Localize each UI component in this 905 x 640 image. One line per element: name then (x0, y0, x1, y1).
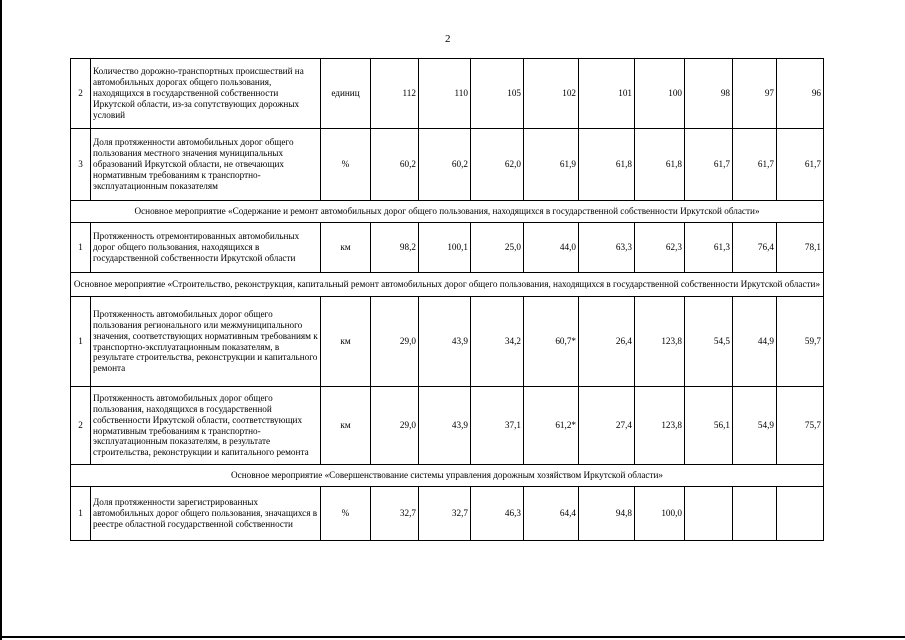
table-row (71, 387, 824, 465)
value-cell: 123,8 (635, 387, 685, 465)
value-cell: 62,0 (471, 129, 524, 201)
value-cell: 123,8 (635, 297, 685, 387)
value-cell: 32,7 (419, 487, 471, 541)
unit-cell: км (321, 223, 371, 273)
page-left-edge (0, 0, 2, 640)
indicator-name: Количество дорожно-транспортных происшествий на автомобильных дорогах общего пользования, находящихся в государственной собственности Иркутской области, из-за сопутствующих дорожных условий (91, 59, 321, 129)
value-cell: 43,9 (419, 387, 471, 465)
unit-cell: % (321, 487, 371, 541)
indicator-name: Протяженность отремонтированных автомобильных дорог общего пользования, находящихся в государственной собственности Иркутской области (91, 223, 321, 273)
indicator-name: Протяженность автомобильных дорог общего пользования регионального или межмуниципального значения, соответствующих нормативным требованиям к транспортно-эксплуатационным показателям, в результате строительства, реконструкции и капитального ремонта (91, 297, 321, 387)
unit-cell: км (321, 387, 371, 465)
value-cell: 43,9 (419, 297, 471, 387)
page-bottom-edge (0, 636, 905, 638)
value-cell: 61,7 (777, 129, 824, 201)
value-cell: 60,2 (371, 129, 419, 201)
page-number: 2 (445, 33, 451, 45)
indicator-name: Доля протяженности зарегистрированных автомобильных дорог общего пользования, значащихся в реестре областной государственной собственности (91, 487, 321, 541)
value-cell: 78,1 (777, 223, 824, 273)
table-row (71, 59, 824, 129)
value-cell: 44,9 (733, 297, 777, 387)
value-cell: 98 (685, 59, 733, 129)
value-cell: 105 (471, 59, 524, 129)
value-cell (733, 487, 777, 541)
value-cell: 59,7 (777, 297, 824, 387)
value-cell: 61,2* (524, 387, 579, 465)
value-cell: 61,9 (524, 129, 579, 201)
value-cell: 102 (524, 59, 579, 129)
value-cell: 110 (419, 59, 471, 129)
indicators-table (70, 58, 824, 541)
unit-cell: % (321, 129, 371, 201)
value-cell: 34,2 (471, 297, 524, 387)
indicator-name: Протяженность автомобильных дорог общего пользования, находящихся в государственной собственности Иркутской области, соответствующих нормативным требованиям к транспортно-эксплуатационным показателям, в результате строительства, реконструкции и капитального ремонта (91, 387, 321, 465)
unit-cell: км (321, 297, 371, 387)
value-cell: 29,0 (371, 387, 419, 465)
value-cell: 101 (579, 59, 635, 129)
value-cell: 61,7 (685, 129, 733, 201)
section-title: Основное мероприятие «Строительство, реконструкция, капитальный ремонт автомобильных дорог общего пользования, находящихся в государственной собственности Иркутской области» (71, 273, 824, 297)
value-cell: 61,8 (579, 129, 635, 201)
value-cell: 60,7* (524, 297, 579, 387)
value-cell: 64,4 (524, 487, 579, 541)
value-cell: 46,3 (471, 487, 524, 541)
section-title: Основное мероприятие «Содержание и ремонт автомобильных дорог общего пользования, находящихся в государственной собственности Иркутской области» (71, 201, 824, 223)
value-cell: 32,7 (371, 487, 419, 541)
value-cell: 56,1 (685, 387, 733, 465)
value-cell: 94,8 (579, 487, 635, 541)
indicator-name: Доля протяженности автомобильных дорог общего пользования местного значения муниципальных образований Иркутской области, не отвечающих нормативным требованиям к транспортно-эксплуатационным показателям (91, 129, 321, 201)
section-row (71, 465, 824, 487)
row-number: 2 (71, 59, 91, 129)
value-cell: 100 (635, 59, 685, 129)
value-cell: 63,3 (579, 223, 635, 273)
value-cell: 26,4 (579, 297, 635, 387)
row-number: 1 (71, 223, 91, 273)
unit-cell: единиц (321, 59, 371, 129)
value-cell (777, 487, 824, 541)
value-cell: 62,3 (635, 223, 685, 273)
section-title: Основное мероприятие «Совершенствование системы управления дорожным хозяйством Иркутской области» (71, 465, 824, 487)
table-row (71, 223, 824, 273)
value-cell: 37,1 (471, 387, 524, 465)
value-cell: 97 (733, 59, 777, 129)
value-cell: 61,7 (733, 129, 777, 201)
value-cell: 27,4 (579, 387, 635, 465)
value-cell: 29,0 (371, 297, 419, 387)
value-cell: 100,1 (419, 223, 471, 273)
value-cell: 60,2 (419, 129, 471, 201)
value-cell: 76,4 (733, 223, 777, 273)
value-cell: 54,5 (685, 297, 733, 387)
value-cell: 98,2 (371, 223, 419, 273)
value-cell: 25,0 (471, 223, 524, 273)
row-number: 2 (71, 387, 91, 465)
table-row (71, 487, 824, 541)
table-row (71, 297, 824, 387)
section-row (71, 201, 824, 223)
value-cell: 44,0 (524, 223, 579, 273)
row-number: 1 (71, 297, 91, 387)
value-cell: 96 (777, 59, 824, 129)
table-row (71, 129, 824, 201)
value-cell: 54,9 (733, 387, 777, 465)
section-row (71, 273, 824, 297)
value-cell: 112 (371, 59, 419, 129)
value-cell: 61,3 (685, 223, 733, 273)
value-cell (685, 487, 733, 541)
row-number: 3 (71, 129, 91, 201)
value-cell: 61,8 (635, 129, 685, 201)
value-cell: 100,0 (635, 487, 685, 541)
row-number: 1 (71, 487, 91, 541)
value-cell: 75,7 (777, 387, 824, 465)
